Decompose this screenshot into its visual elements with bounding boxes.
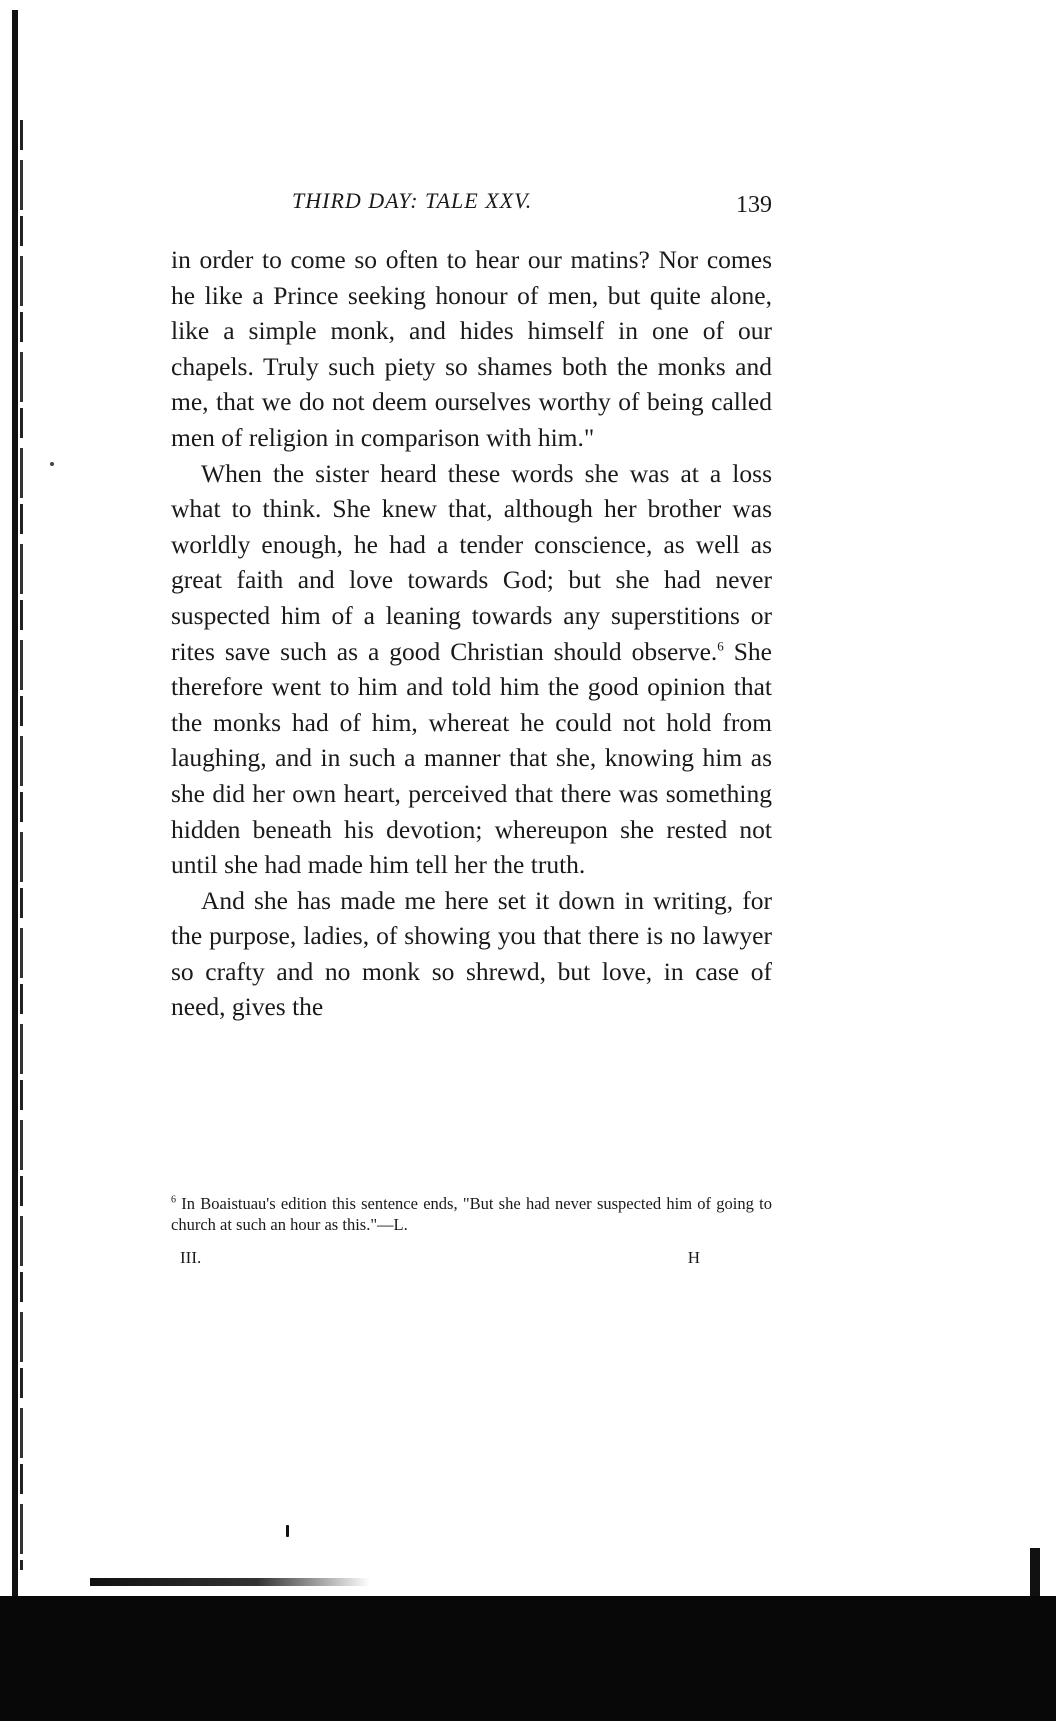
paragraph-2 (171, 456, 772, 883)
paragraph-3: And she has made me here set it down in writing, for the purpose, ladies, of showing you that there is no lawyer so crafty and no monk so shrewd, but love, in case of need, gives the (171, 885, 772, 1022)
scan-background (0, 1596, 1056, 1721)
page-header (172, 188, 772, 228)
speck (286, 1525, 289, 1537)
body-text (171, 242, 772, 1025)
paragraph-2-rest: She therefore went to him and told him the good opinion that the monks had of him, whereat he could not hold from laughing, and in such a manner that she, knowing him as she did her own heart, perceived that there was something hidden beneath his devotion; whereupon she rested not until she had made him tell her the truth. (171, 636, 772, 880)
signature-line (180, 1248, 700, 1270)
speck (50, 462, 54, 466)
paragraph-2-main: When the sister heard these words she was at a loss what to think. She knew that, although her brother was worldly enough, he had a tender conscience, as well as great faith and love towards God; but she had never suspected him of a leaning towards any superstitions or rites save such as a good Christian should observe. (171, 458, 772, 666)
footnote (171, 1193, 772, 1235)
paragraph-1: in order to come so often to hear our matins? Nor comes he like a Prince seeking honour of men, but quite alone, like a simple monk, and hides himself in one of our chapels. Truly such piety so shames both the monks and me, that we do not deem ourselves worthy of being called men of religion in comparison with him." (171, 245, 772, 452)
footnote-reference: 6 (717, 638, 724, 654)
page-edge-mark (1030, 1548, 1040, 1596)
page-bottom-edge (90, 1578, 370, 1586)
footnote-number: 6 (171, 1194, 176, 1206)
signature-mark: H (687, 1248, 700, 1267)
running-head: THIRD DAY: TALE XXV. (292, 188, 533, 213)
binding-edge (12, 10, 18, 1605)
page-number: 139 (736, 192, 772, 218)
volume-number: III. (180, 1248, 202, 1267)
footnote-text: In Boaistuau's edition this sentence ends, "But she had never suspected him of going to church at such an hour as this."—L. (171, 1194, 772, 1234)
binding-edge-detail (20, 120, 23, 1570)
page-spine-shadow (0, 0, 34, 1600)
